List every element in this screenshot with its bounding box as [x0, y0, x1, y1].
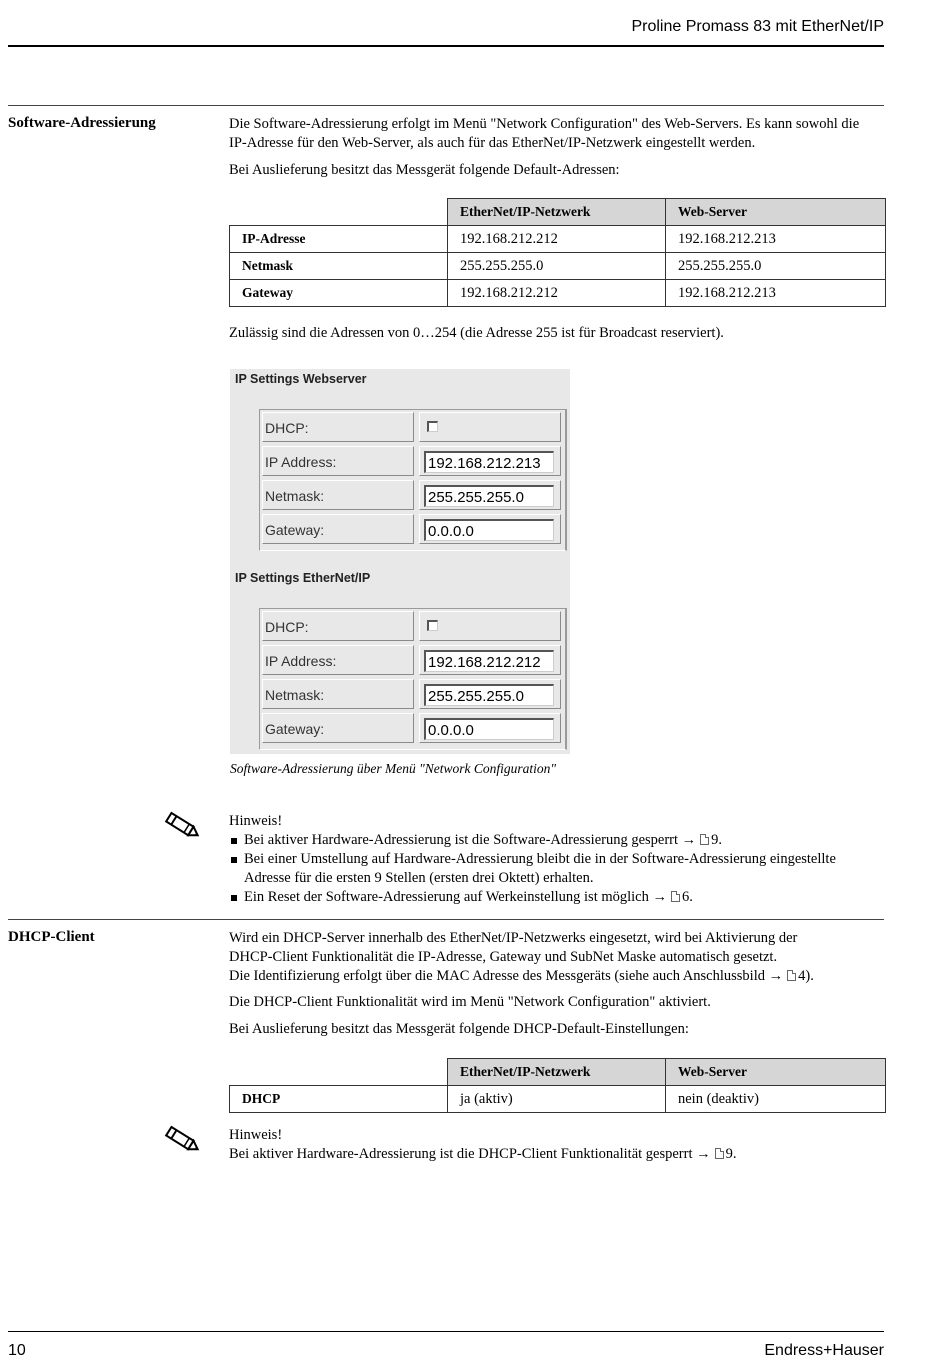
page-reference-icon — [700, 834, 709, 845]
dhcp-row — [262, 412, 562, 445]
note-title: Hinweis! — [229, 1127, 283, 1143]
section1-intro — [229, 115, 885, 153]
page-reference-icon — [671, 891, 680, 902]
page-reference[interactable]: 4). — [798, 968, 814, 984]
list-item: Bei einer Umstellung auf Hardware-Adressierung bleibt die in der Software-Adressierung eingestellte Adresse für die ersten 9 Stellen (ersten drei Oktett) erhalten. — [229, 850, 885, 888]
dhcp-checkbox[interactable] — [427, 620, 438, 631]
ip-address-label: IP Address: — [262, 446, 414, 476]
section-title-dhcp-client: DHCP-Client — [8, 929, 95, 945]
table-row — [230, 253, 886, 280]
gateway-row — [262, 713, 562, 746]
gateway-row — [262, 514, 562, 547]
webserver-settings-frame — [259, 409, 567, 551]
table-row — [230, 1086, 886, 1113]
row-label: DHCP — [230, 1086, 448, 1113]
dhcp-defaults-table — [229, 1058, 886, 1113]
ip-address-input[interactable]: 192.168.212.212 — [424, 650, 554, 672]
header-rule — [8, 45, 884, 47]
section-divider — [8, 105, 884, 106]
table-header-row — [230, 1059, 886, 1086]
network-configuration-screenshot — [230, 369, 570, 754]
page-reference-icon — [715, 1148, 724, 1159]
note-box — [229, 812, 885, 907]
netmask-row — [262, 480, 562, 513]
row-label: IP-Adresse — [230, 226, 448, 253]
footer-brand: Endress+Hauser — [764, 1342, 884, 1359]
address-range-text: Zulässig sind die Adressen von 0…254 (die Adresse 255 ist für Broadcast reserviert). — [229, 325, 724, 341]
table-header-row — [230, 199, 886, 226]
column-header: Web-Server — [666, 199, 886, 226]
page-number: 10 — [8, 1342, 26, 1359]
netmask-label: Netmask: — [262, 480, 414, 510]
default-addresses-intro: Bei Auslieferung besitzt das Messgerät folgende Default-Adressen: — [229, 162, 620, 178]
table-row — [230, 226, 886, 253]
dhcp-paragraph: Wird ein DHCP-Server innerhalb des EtherNet/IP-Netzwerks eingesetzt, wird bei Aktivierung der DHCP-Client Funktionalität die IP-Adresse, Gateway und SubNet Maske automatisch gesetzt. Die Identifizierung erfolgt über die MAC Adresse des Messgeräts (siehe auch Anschlussbild → 4). — [229, 930, 814, 984]
intro-line: Die Software-Adressierung erfolgt im Menü "Network Configuration" des Web-Servers. Es kann sowohl die — [229, 116, 860, 132]
row-label: Gateway — [230, 280, 448, 307]
section-divider — [8, 919, 884, 920]
gateway-input[interactable]: 0.0.0.0 — [424, 519, 554, 541]
page-reference[interactable]: 6. — [682, 889, 693, 905]
pencil-note-icon — [160, 1122, 202, 1158]
table-cell: 192.168.212.212 — [448, 280, 666, 307]
gateway-label: Gateway: — [262, 713, 414, 743]
note-box: Hinweis! Bei aktiver Hardware-Adressierung ist die DHCP-Client Funktionalität gesperrt → 9. — [229, 1126, 885, 1164]
netmask-row — [262, 679, 562, 712]
table-cell: ja (aktiv) — [448, 1086, 666, 1113]
table-row — [230, 280, 886, 307]
ip-address-label: IP Address: — [262, 645, 414, 675]
ip-address-row — [262, 446, 562, 479]
intro-line: IP-Adresse für den Web-Server, als auch für das EtherNet/IP-Netzwerk eingestellt werden. — [229, 135, 756, 151]
header-title: Proline Promass 83 mit EtherNet/IP — [631, 18, 884, 35]
arrow-icon: → — [768, 968, 784, 984]
list-item: Ein Reset der Software-Adressierung auf Werkeinstellung ist möglich → 6. — [229, 888, 885, 907]
group-title-webserver: IP Settings Webserver — [235, 372, 367, 386]
note-list — [229, 831, 885, 907]
ip-address-input[interactable]: 192.168.212.213 — [424, 451, 554, 473]
column-header: EtherNet/IP-Netzwerk — [448, 1059, 666, 1086]
ip-address-row — [262, 645, 562, 678]
table-cell: 255.255.255.0 — [448, 253, 666, 280]
pencil-note-icon — [160, 808, 202, 844]
page-reference-icon — [787, 970, 796, 981]
arrow-icon: → — [696, 1146, 711, 1162]
arrow-icon: → — [652, 889, 667, 905]
dhcp-label: DHCP: — [262, 611, 414, 641]
table-cell: 192.168.212.213 — [666, 280, 886, 307]
table-cell: 192.168.212.212 — [448, 226, 666, 253]
column-header: EtherNet/IP-Netzwerk — [448, 199, 666, 226]
gateway-input[interactable]: 0.0.0.0 — [424, 718, 554, 740]
page-reference[interactable]: 9. — [711, 832, 723, 848]
dhcp-defaults-intro: Bei Auslieferung besitzt das Messgerät folgende DHCP-Default-Einstellungen: — [229, 1021, 689, 1037]
ethernet-ip-settings-frame — [259, 608, 567, 750]
netmask-input[interactable]: 255.255.255.0 — [424, 684, 554, 706]
netmask-label: Netmask: — [262, 679, 414, 709]
dhcp-label: DHCP: — [262, 412, 414, 442]
footer-rule — [8, 1331, 884, 1332]
list-item: Bei aktiver Hardware-Adressierung ist die Software-Adressierung gesperrt → 9. — [229, 831, 885, 850]
table-cell: 255.255.255.0 — [666, 253, 886, 280]
arrow-icon: → — [681, 832, 697, 848]
note-title: Hinweis! — [229, 813, 283, 829]
table-cell: 192.168.212.213 — [666, 226, 886, 253]
table-cell: nein (deaktiv) — [666, 1086, 886, 1113]
dhcp-activation-text: Die DHCP-Client Funktionalität wird im Menü "Network Configuration" aktiviert. — [229, 994, 711, 1010]
section-title-software-adressierung: Software-Adressierung — [8, 115, 156, 131]
default-addresses-table — [229, 198, 886, 307]
column-header: Web-Server — [666, 1059, 886, 1086]
row-label: Netmask — [230, 253, 448, 280]
dhcp-checkbox[interactable] — [427, 421, 438, 432]
dhcp-row — [262, 611, 562, 644]
page-reference[interactable]: 9. — [725, 1146, 737, 1162]
gateway-label: Gateway: — [262, 514, 414, 544]
netmask-input[interactable]: 255.255.255.0 — [424, 485, 554, 507]
figure-caption: Software-Adressierung über Menü "Network Configuration" — [230, 761, 557, 776]
group-title-ethernet-ip: IP Settings EtherNet/IP — [235, 571, 371, 585]
